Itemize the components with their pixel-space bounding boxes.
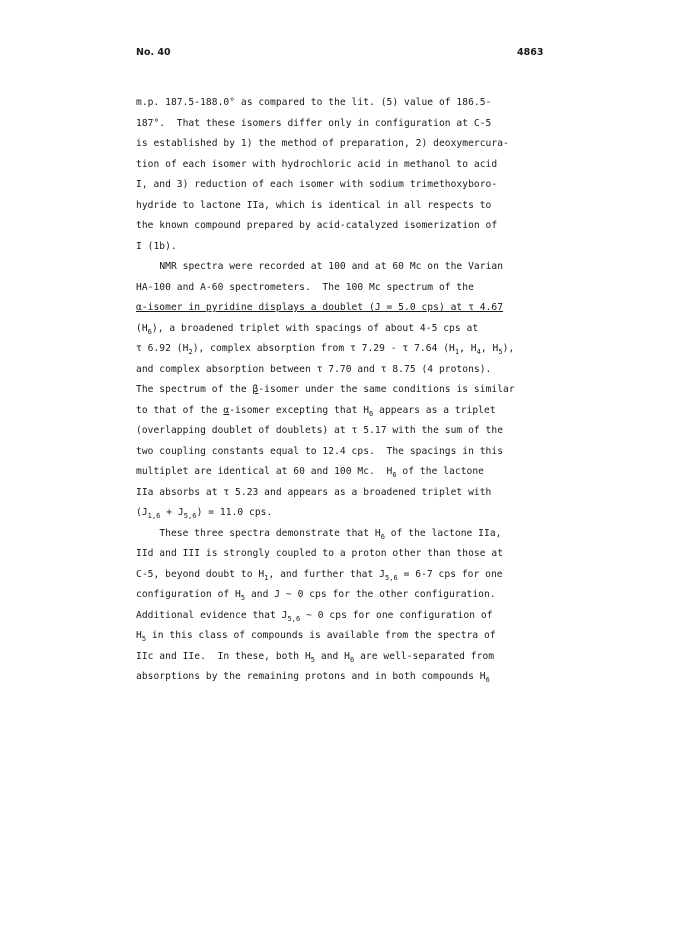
text-segment: These three spectra demonstrate that H <box>159 527 381 539</box>
text-line <box>136 524 556 545</box>
subscript: 6 <box>369 409 374 418</box>
text-segment: HA-100 and A-60 spectrometers. The 100 Mc spectrum of the <box>136 281 474 293</box>
subscript: 5 <box>498 348 503 356</box>
text-segment: Additional evidence that J <box>136 609 288 621</box>
subscript: 2 <box>188 348 193 356</box>
text-line <box>136 667 556 688</box>
text-line <box>136 257 556 278</box>
text-line <box>136 503 556 524</box>
text-segment: , H <box>459 343 477 354</box>
subscript: 6 <box>350 655 355 664</box>
subscript: 1 <box>264 573 269 582</box>
text-line <box>136 442 556 463</box>
text-segment: β <box>252 384 259 395</box>
subscript: 5,6 <box>384 573 398 582</box>
text-segment: are well-separated from <box>354 650 495 662</box>
text-segment: NMR spectra were recorded at 100 and at 60 Mc on the Varian <box>159 261 504 272</box>
subscript: 1,6 <box>147 512 161 520</box>
text-segment: -isomer excepting that H <box>229 404 370 416</box>
text-segment: and J ~ 0 cps for the other configuration. <box>245 589 496 600</box>
text-segment: hydride to lactone IIa, which is identical in all respects to <box>136 199 492 211</box>
subscript: 6 <box>380 532 385 541</box>
text-line <box>136 278 556 299</box>
text-segment: of the lactone IIa, <box>384 527 502 539</box>
text-segment: I, and 3) reduction of each isomer with sodium trimethoxyboro- <box>136 179 498 190</box>
subscript: 5 <box>310 655 316 664</box>
text-segment: α <box>223 404 230 416</box>
journal-number: No. 40 <box>136 47 171 58</box>
text-line <box>136 360 556 381</box>
text-line <box>136 565 556 586</box>
text-segment: ), <box>502 343 515 354</box>
text-line <box>136 421 556 442</box>
text-segment: and complex absorption between τ 7.70 and τ 8.75 (4 protons). <box>136 363 492 375</box>
text-segment: of the lactone <box>396 466 484 477</box>
text-line <box>136 483 556 504</box>
text-segment: and H <box>315 650 351 662</box>
text-line <box>136 626 556 647</box>
text-line <box>136 93 556 114</box>
text-line <box>136 585 556 606</box>
text-segment: m.p. 187.5-188.0° as compared to the lit. (5) value of 186.5- <box>136 97 492 108</box>
subscript: 5,6 <box>183 512 197 520</box>
text-segment: configuration of H <box>136 589 241 600</box>
text-line <box>136 544 556 565</box>
text-segment: in this class of compounds is available from the spectra of <box>146 630 496 641</box>
text-line <box>136 175 556 196</box>
text-segment: (overlapping doublet of doublets) at τ 5.17 with the sum of the <box>136 425 504 436</box>
page-number: 4863 <box>517 47 544 58</box>
subscript: 5 <box>240 594 246 602</box>
text-segment: absorptions by the remaining protons and in both compounds H <box>136 671 486 682</box>
text-segment: is established by 1) the method of preparation, 2) deoxymercura- <box>136 138 509 149</box>
text-segment: 187°. That these isomers differ only in configuration at C-5 <box>136 117 492 129</box>
text-segment: IIc and IIe. In these, both H <box>136 650 311 662</box>
text-segment: to that of the <box>136 404 224 416</box>
text-line <box>136 216 556 237</box>
text-segment: -isomer under the same conditions is similar <box>258 384 515 395</box>
text-line <box>136 462 556 483</box>
text-line <box>136 298 556 319</box>
text-line <box>136 606 556 627</box>
subscript: 6 <box>392 471 397 479</box>
text-segment: α-isomer in pyridine displays a doublet (J = 5.0 cps) at τ 4.67 <box>136 302 504 313</box>
text-segment: two coupling constants equal to 12.4 cps. The spacings in this <box>136 445 504 457</box>
text-segment: multiplet are identical at 60 and 100 Mc. H <box>136 466 393 477</box>
text-segment: ) = 11.0 cps. <box>196 507 273 518</box>
text-segment: The spectrum of the <box>136 384 253 395</box>
text-segment: τ 6.92 (H <box>136 343 189 354</box>
text-segment: , and further that J <box>268 568 385 580</box>
text-line <box>136 647 556 668</box>
text-segment: = 6-7 cps for one <box>397 568 503 580</box>
subscript: 5 <box>141 635 147 643</box>
text-segment: (H <box>136 322 148 334</box>
subscript: 4 <box>476 348 481 356</box>
text-line <box>136 380 556 401</box>
text-segment: (J <box>136 507 148 518</box>
body-text <box>136 93 556 688</box>
text-segment: IIa absorbs at τ 5.23 and appears as a broadened triplet with <box>136 486 492 498</box>
text-segment: + J <box>160 507 184 518</box>
text-segment: ), complex absorption from τ 7.29 - τ 7.64 (H <box>192 343 455 354</box>
text-line <box>136 339 556 360</box>
text-line <box>136 401 556 422</box>
text-segment: , H <box>480 343 499 354</box>
subscript: 6 <box>485 676 490 684</box>
text-segment: IId and III is strongly coupled to a proton other than those at <box>136 548 504 559</box>
subscript: 6 <box>147 327 152 336</box>
text-line <box>136 319 556 340</box>
text-line <box>136 114 556 135</box>
text-segment: appears as a triplet <box>373 404 496 416</box>
text-line <box>136 196 556 217</box>
subscript: 5,6 <box>287 614 301 623</box>
text-segment: H <box>136 630 142 641</box>
text-segment: I (1b). <box>136 240 177 252</box>
text-line <box>136 237 556 258</box>
text-line <box>136 155 556 176</box>
text-segment: C-5, beyond doubt to H <box>136 568 265 580</box>
text-line <box>136 134 556 155</box>
page-header <box>0 47 680 63</box>
text-segment: ), a broadened triplet with spacings of about 4-5 cps at <box>151 322 479 334</box>
text-segment: ~ 0 cps for one configuration of <box>300 609 493 621</box>
text-segment: the known compound prepared by acid-catalyzed isomerization of <box>136 220 498 231</box>
text-segment: tion of each isomer with hydrochloric acid in methanol to acid <box>136 158 498 170</box>
subscript: 1 <box>454 348 460 356</box>
